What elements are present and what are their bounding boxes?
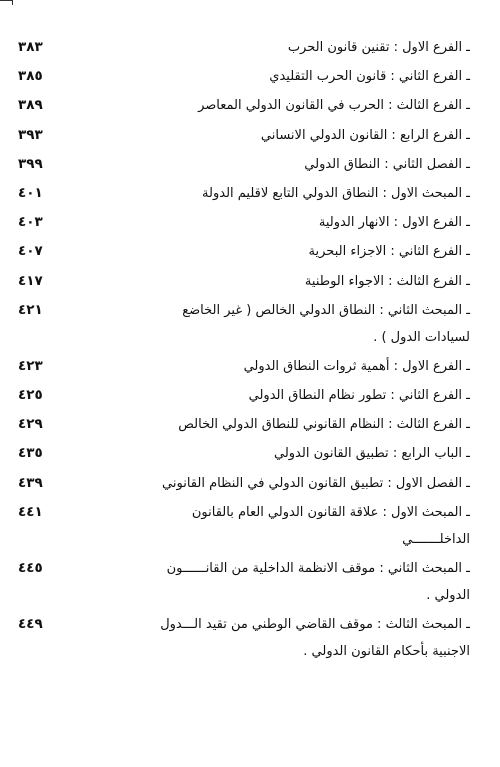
toc-page-number: ٤٠٣ [18,214,43,231]
toc-page-number: ٤٤٥ [18,560,43,576]
toc-entry [14,382,470,409]
toc-page-number: ٤٠٧ [18,243,43,260]
toc-page-number: ٣٨٥ [18,68,43,85]
toc-entry-title: ـ الفرع الاول : تقنين قانون الحرب [287,40,470,55]
toc-page-number: ٤٢٣ [18,357,43,374]
toc-page-number: ٤٢٩ [18,416,43,433]
toc-entry [14,440,470,467]
toc-entry-continuation: الدولي . [426,588,470,603]
toc-entry-title: ـ الفرع الاول : أهمية ثروات النطاق الدولي [243,358,470,374]
toc-entry [14,92,470,119]
toc-entry-text [68,499,470,553]
toc-page-number: ٤٠١ [18,184,43,201]
toc-page-number: ٣٨٣ [18,39,43,55]
toc-entry [14,34,470,61]
table-of-contents [14,34,470,667]
toc-entry [14,353,470,380]
toc-entry-title: ـ الباب الرابع : تطبيق القانون الدولي [273,446,470,462]
toc-page-number: ٤٣٩ [18,474,43,491]
toc-entry-title: ـ الفصل الثاني : النطاق الدولي [304,156,470,172]
toc-entry-title: ـ الفرع الثالث : الحرب في القانون الدولي المعاصر [198,98,470,114]
toc-entry [14,470,470,497]
toc-page-number: ٤٤٩ [18,616,43,633]
toc-page-number: ٤١٧ [18,272,43,289]
toc-entry [14,297,470,351]
toc-entry-title: ـ الفرع الثاني : تطور نظام النطاق الدولي [248,388,470,404]
toc-entry [14,499,470,553]
toc-entry-text [68,555,470,609]
toc-page-number: ٤٤١ [18,503,43,520]
toc-entry-title: ـ المبحث الثاني : النطاق الدولي الخالص ( غير الخاضع [182,302,470,318]
toc-entry-continuation: الداخلـــــــي [402,531,470,547]
toc-entry-title: ـ الفرع الثاني : قانون الحرب التقليدي [269,69,470,85]
toc-entry [14,238,470,265]
toc-entry [14,180,470,207]
toc-entry [14,122,470,149]
toc-page-number: ٣٨٩ [18,97,43,114]
toc-page-number: ٣٩٩ [18,155,43,172]
toc-entry-title: ـ الفرع الاول : الانهار الدولية [318,215,470,231]
toc-entry [14,268,470,295]
toc-page-number: ٤٣٥ [18,445,43,462]
toc-entry-title: ـ المبحث الاول : علاقة القانون الدولي العام بالقانون [191,504,470,520]
toc-entry [14,63,470,90]
toc-entry [14,555,470,609]
toc-page-number: ٣٩٣ [18,126,43,143]
toc-entry-title: ـ الفرع الثالث : الاجواء الوطنية [304,273,470,289]
toc-page-number: ٤٢٥ [18,387,43,404]
toc-page-number: ٤٢١ [18,301,43,318]
toc-entry [14,611,470,665]
toc-entry [14,411,470,438]
toc-entry-title: ـ الفصل الاول : تطبيق القانون الدولي في النظام القانوني [162,475,470,491]
toc-entry-continuation: لسيادات الدول ) . [373,329,470,345]
toc-entry-title: ـ المبحث الثاني : موقف الانظمة الداخلية من القانــــــون [166,561,470,576]
toc-entry-text [68,611,470,665]
toc-entry-title: ـ المبحث الثالث : موقف القاضي الوطني من تقيد الـــدول [160,617,470,633]
toc-entry-title: ـ الفرع الرابع : القانون الدولي الانساني [260,127,470,143]
toc-entry-continuation: الاجنبية بأحكام القانون الدولي . [303,644,470,660]
toc-entry-title: ـ المبحث الاول : النطاق الدولي التابع لاقليم الدولة [202,185,470,201]
toc-entry-text [68,297,470,351]
toc-entry-title: ـ الفرع الثالث : النظام القانوني للنطاق الدولي الخالص [178,417,470,433]
toc-entry-title: ـ الفرع الثاني : الاجزاء البحرية [308,244,470,260]
toc-entry [14,151,470,178]
corner-mark [0,0,13,5]
toc-entry [14,209,470,236]
